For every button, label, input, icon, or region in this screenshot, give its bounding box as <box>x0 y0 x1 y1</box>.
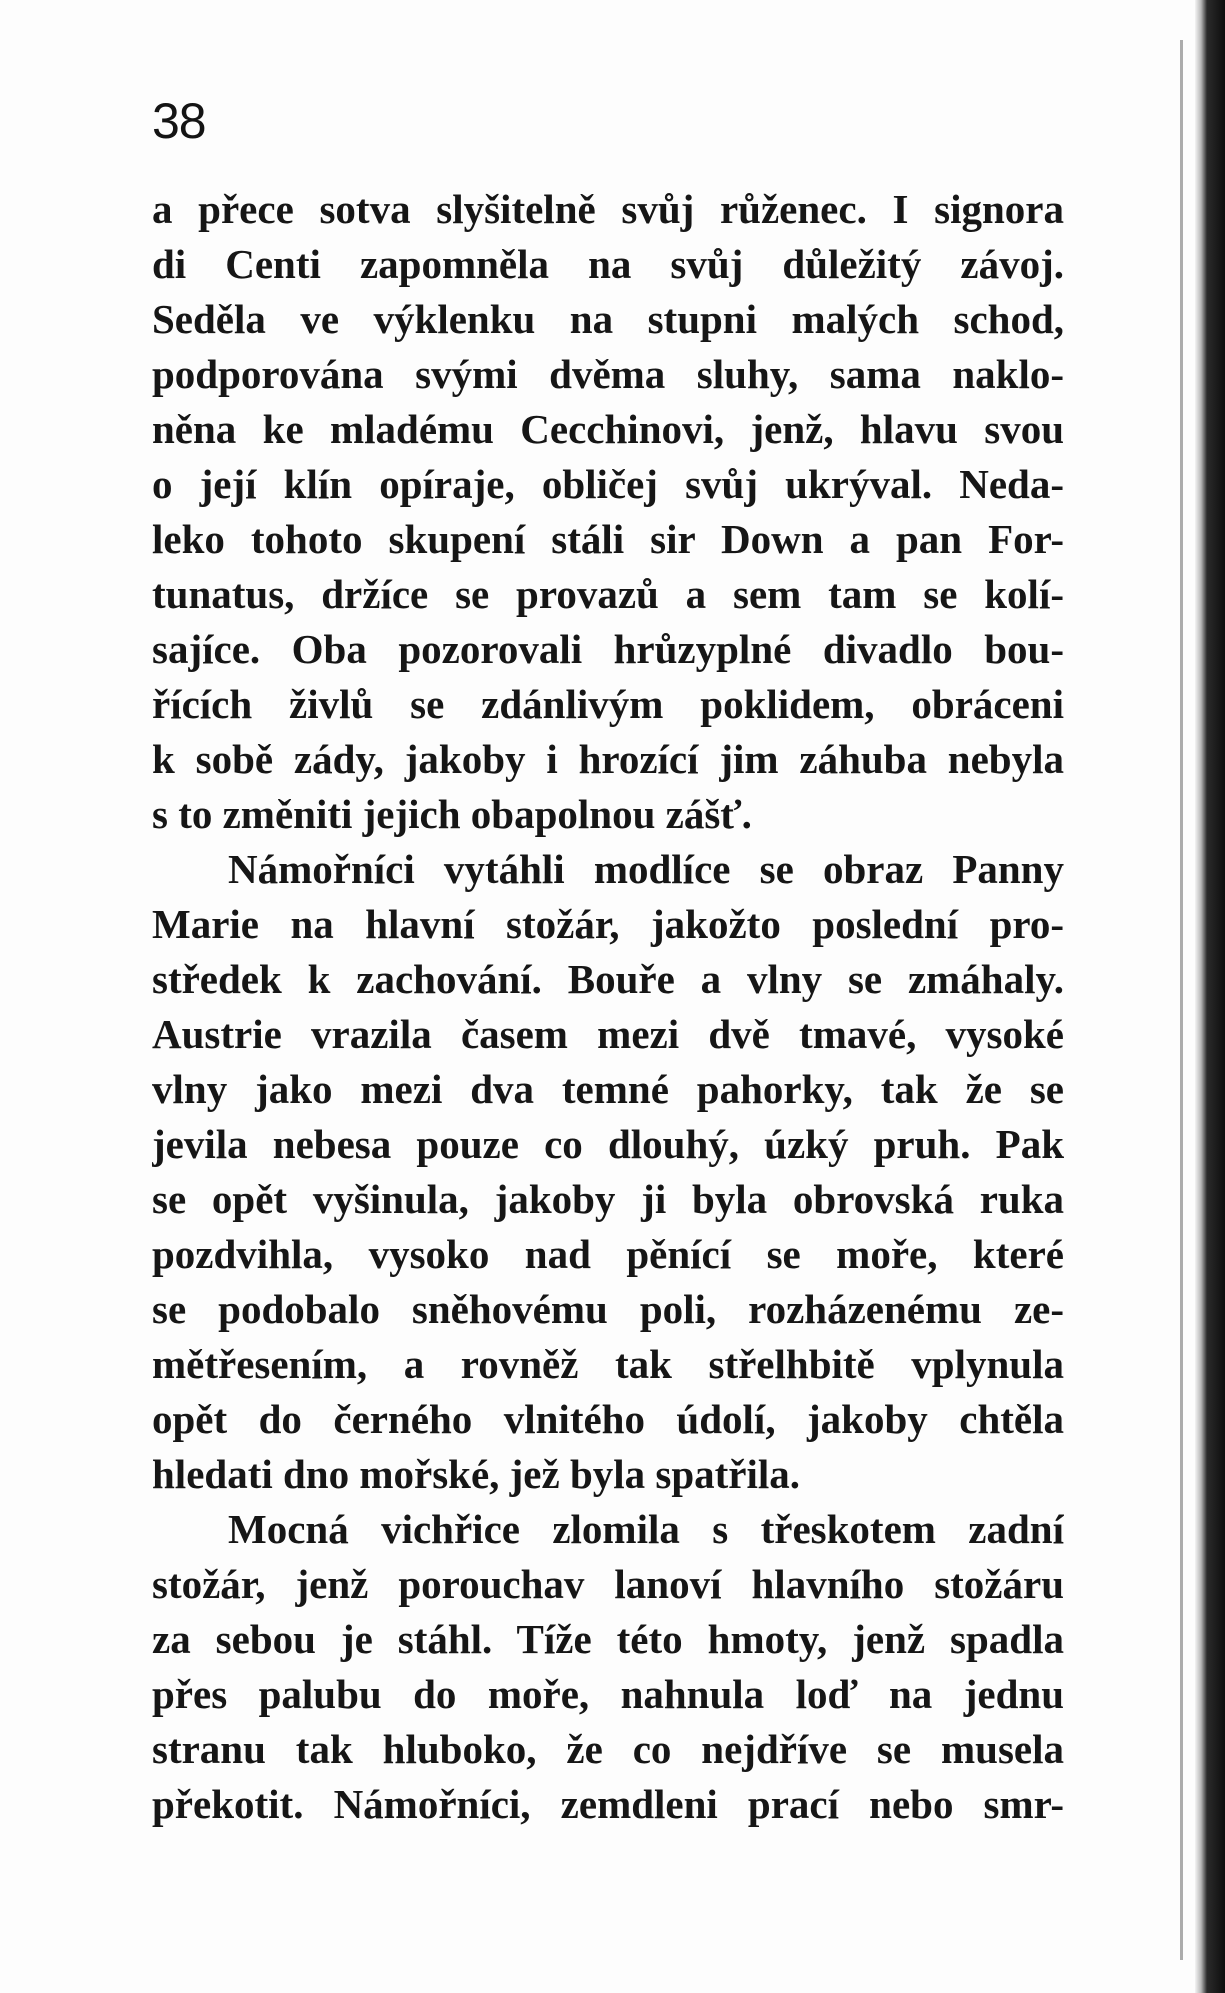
text-line: se podobalo sněhovému poli, rozházenému ze- <box>152 1286 1064 1332</box>
text-line: sajíce. Oba pozorovali hrůzyplné divadlo bou- <box>152 626 1064 672</box>
text-line: něna ke mladému Cecchinovi, jenž, hlavu svou <box>152 406 1064 452</box>
text-line: jevila nebesa pouze co dlouhý, úzký pruh. Pak <box>152 1121 1064 1167</box>
text-line: pozdvihla, vysoko nad pěnící se moře, které <box>152 1231 1064 1277</box>
text-line: Námořníci vytáhli modlíce se obraz Panny <box>228 846 1064 892</box>
text-line: mětřesením, a rovněž tak střelhbitě vplynula <box>152 1341 1064 1387</box>
text-line: di Centi zapomněla na svůj důležitý závoj. <box>152 241 1064 287</box>
text-line: středek k zachování. Bouře a vlny se zmáhaly. <box>152 956 1064 1002</box>
body-text <box>152 182 1064 1832</box>
text-line: Austrie vrazila časem mezi dvě tmavé, vysoké <box>152 1011 1064 1057</box>
text-line: překotit. Námořníci, zemdleni prací nebo smr- <box>152 1781 1064 1827</box>
page-edge-line <box>1180 40 1183 1960</box>
text-line: za sebou je stáhl. Tíže této hmoty, jenž spadla <box>152 1616 1064 1662</box>
text-line: Marie na hlavní stožár, jakožto poslední pro- <box>152 901 1064 947</box>
text-line: podporována svými dvěma sluhy, sama naklo- <box>152 351 1064 397</box>
text-line: a přece sotva slyšitelně svůj růženec. I signora <box>152 186 1064 232</box>
text-line: stožár, jenž porouchav lanoví hlavního stožáru <box>152 1561 1064 1607</box>
text-line: Mocná vichřice zlomila s třeskotem zadní <box>228 1506 1064 1552</box>
text-line: s to změniti jejich obapolnou zášť. <box>152 791 752 837</box>
text-line: hledati dno mořské, jež byla spatřila. <box>152 1451 801 1497</box>
text-line: Seděla ve výklenku na stupni malých schod, <box>152 296 1064 342</box>
text-line: stranu tak hluboko, že co nejdříve se musela <box>152 1726 1064 1772</box>
text-line: tunatus, držíce se provazů a sem tam se kolí- <box>152 571 1064 617</box>
page-number: 38 <box>152 93 206 149</box>
scan-edge <box>1195 0 1225 1993</box>
text-line: se opět vyšinula, jakoby ji byla obrovská ruka <box>152 1176 1064 1222</box>
text-line: vlny jako mezi dva temné pahorky, tak že se <box>152 1066 1064 1112</box>
text-line: k sobě zády, jakoby i hrozící jim záhuba nebyla <box>152 736 1064 782</box>
text-line: leko tohoto skupení stáli sir Down a pan For- <box>152 516 1064 562</box>
text-line: řících živlů se zdánlivým poklidem, obráceni <box>152 681 1064 727</box>
text-line: o její klín opíraje, obličej svůj ukrýval. Neda- <box>152 461 1064 507</box>
text-line: opět do černého vlnitého údolí, jakoby chtěla <box>152 1396 1064 1442</box>
text-line: přes palubu do moře, nahnula loď na jednu <box>152 1671 1064 1717</box>
